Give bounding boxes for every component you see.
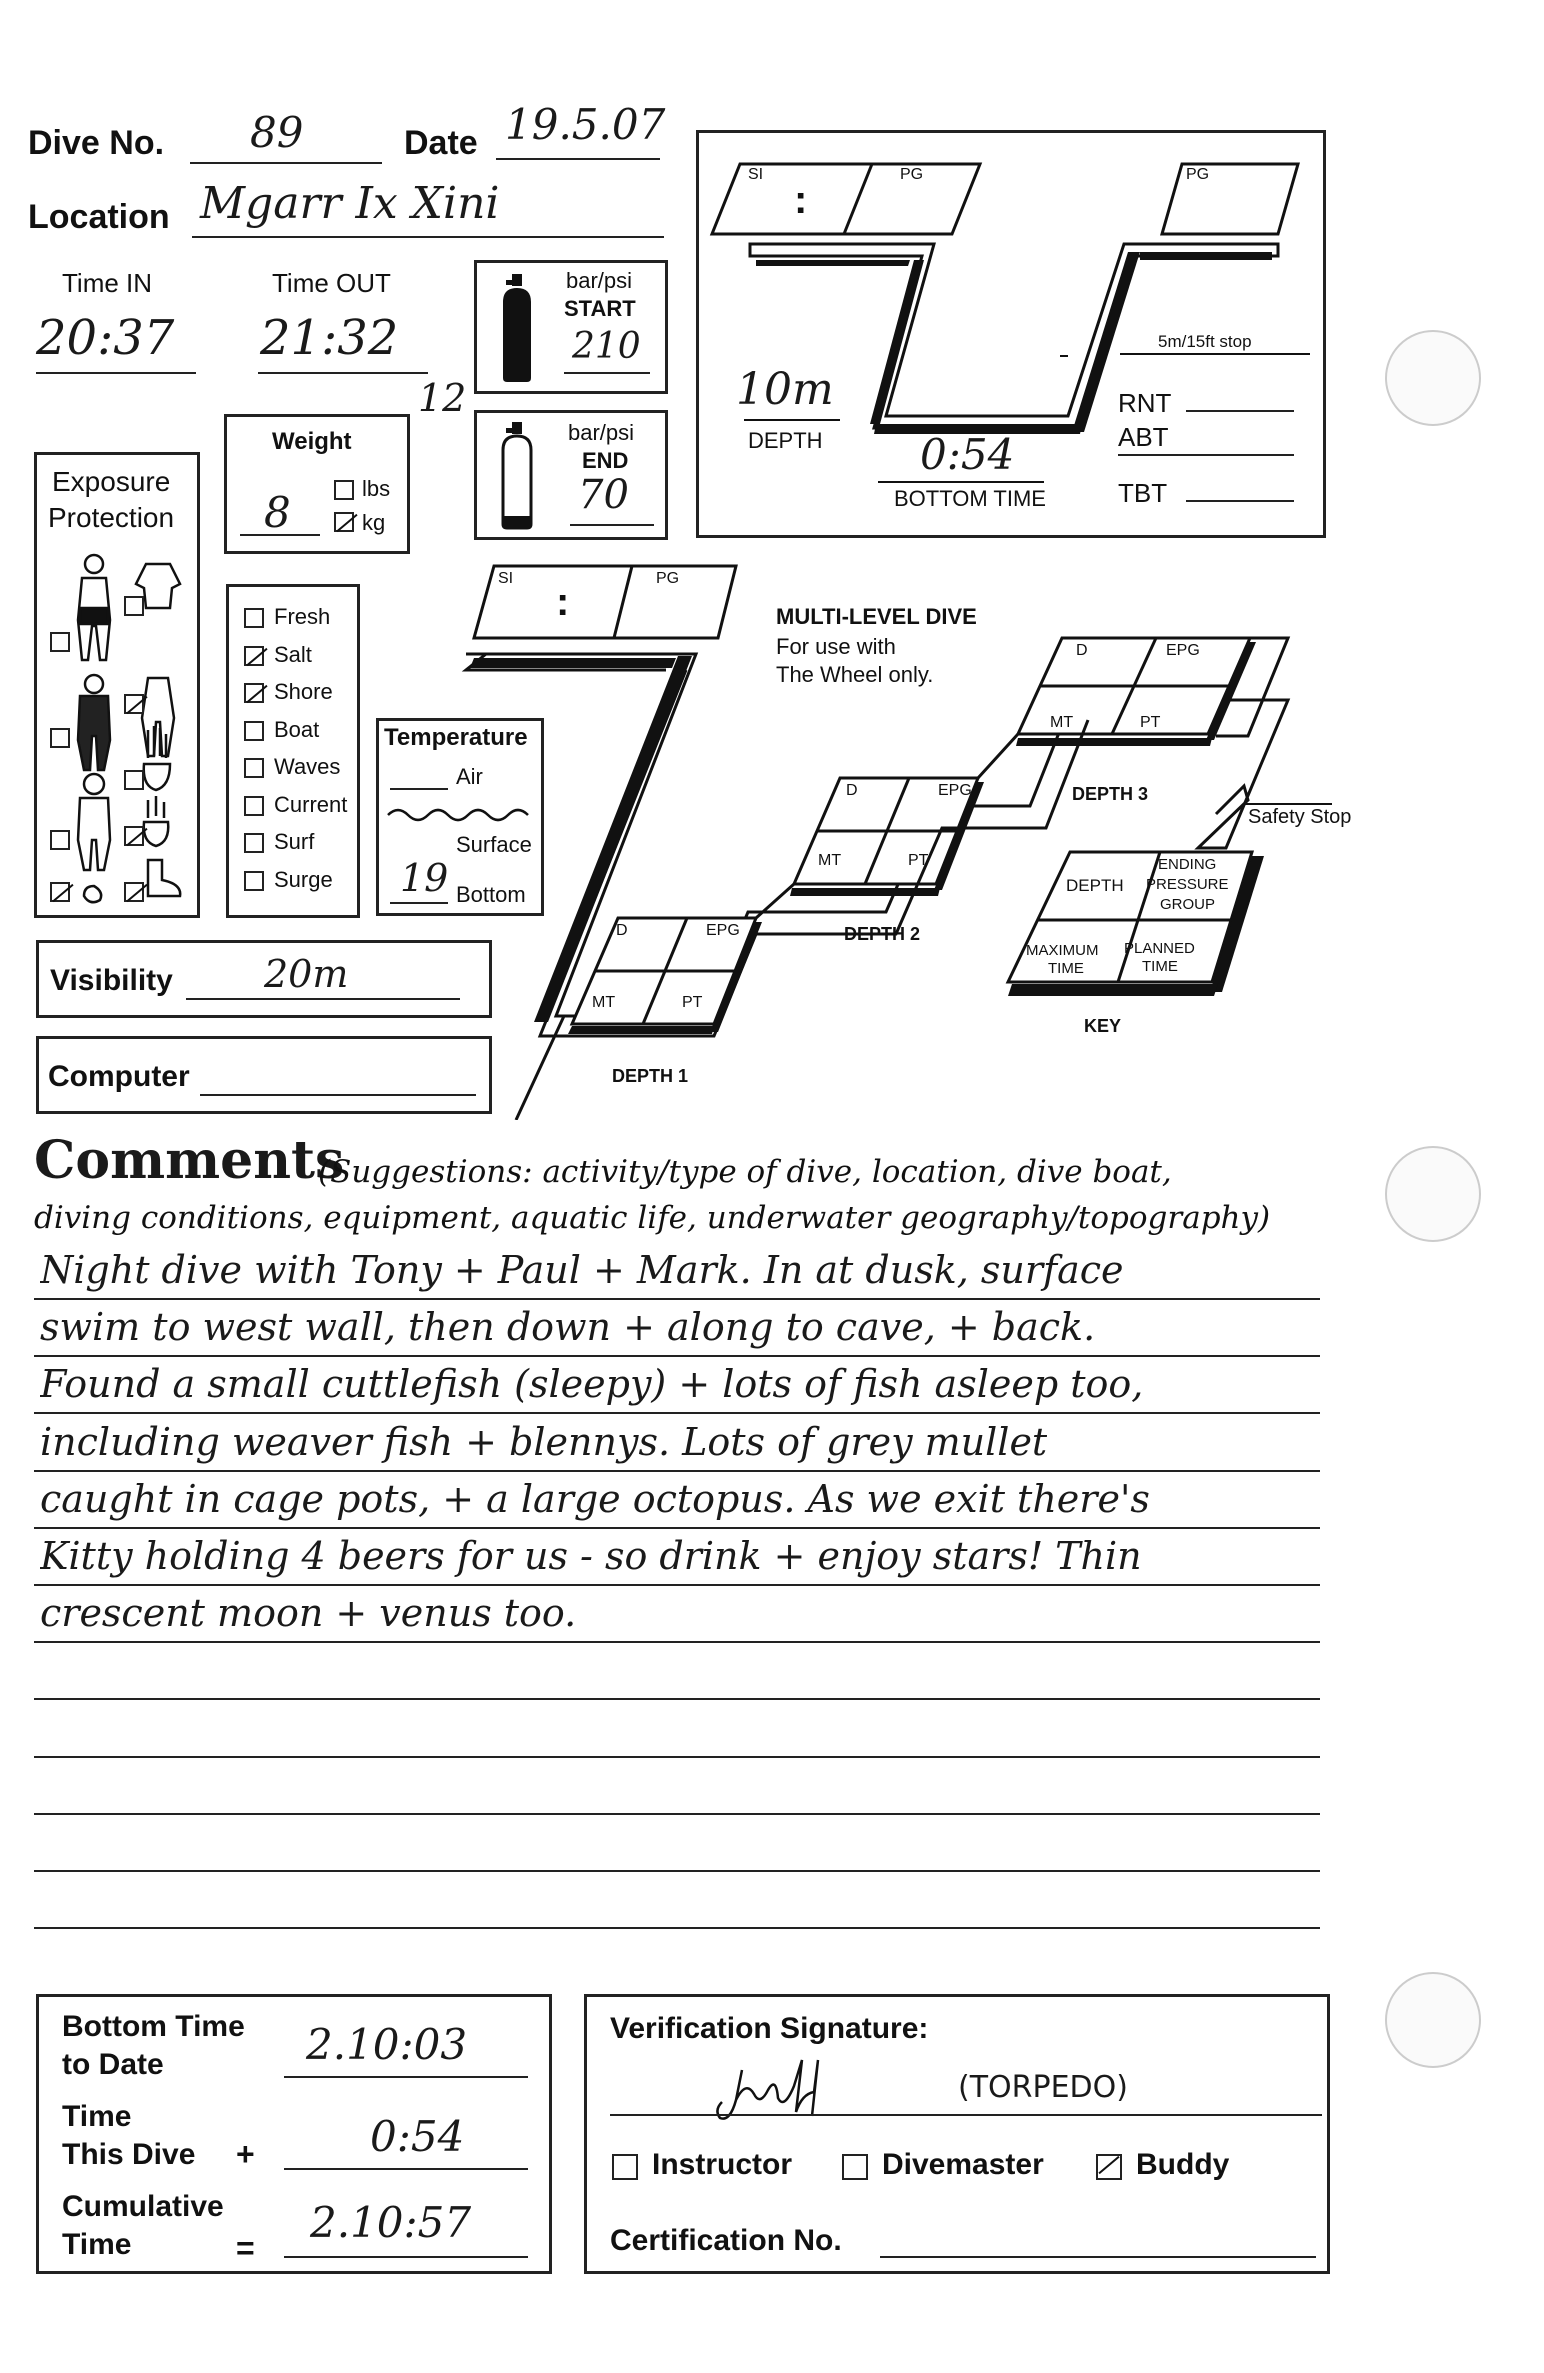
comments-heading: Comments bbox=[34, 1130, 345, 1191]
key-label: KEY bbox=[1084, 1016, 1122, 1036]
tank-start-value[interactable]: 210 bbox=[572, 326, 641, 367]
bottom-temp-value[interactable]: 19 bbox=[400, 856, 449, 900]
environment-label-current: Current bbox=[274, 791, 348, 817]
exposure-cb-10[interactable] bbox=[124, 882, 144, 902]
bottom-to-date-label-1: Bottom Time bbox=[62, 2010, 245, 2043]
rnt-label: RNT bbox=[1118, 388, 1172, 418]
profile-si-label: SI bbox=[748, 166, 764, 183]
comment-rule bbox=[34, 1641, 1320, 1643]
d3-mt-label: MT bbox=[1050, 714, 1074, 731]
verification-label: Verification Signature: bbox=[610, 2012, 929, 2045]
exposure-cb-4[interactable] bbox=[124, 694, 144, 714]
comment-line[interactable]: crescent moon + venus too. bbox=[40, 1591, 577, 1636]
exposure-cb-7[interactable] bbox=[50, 830, 70, 850]
rnt-line bbox=[1186, 410, 1294, 412]
tank-side-note: 12 bbox=[418, 376, 467, 420]
cert-line bbox=[880, 2256, 1316, 2258]
d3-d-label: D bbox=[1076, 642, 1088, 659]
comment-rule bbox=[34, 1927, 1320, 1929]
environment-label-fresh: Fresh bbox=[274, 604, 331, 629]
comment-rule bbox=[34, 1813, 1320, 1815]
air-line bbox=[390, 788, 448, 790]
environment-checkbox-shore[interactable] bbox=[244, 683, 264, 703]
date-line bbox=[496, 158, 660, 160]
bottom-temp-line bbox=[390, 902, 448, 904]
comments-suggestion-2: diving conditions, equipment, aquatic life, underwater geography/topography) bbox=[34, 1200, 1271, 1236]
comment-line[interactable]: Night dive with Tony + Paul + Mark. In at dusk, surface bbox=[40, 1248, 1124, 1292]
computer-line bbox=[200, 1094, 476, 1096]
time-out-value[interactable]: 21:32 bbox=[260, 310, 399, 366]
profile-pg-label-1: PG bbox=[900, 166, 924, 183]
comment-rule bbox=[34, 1870, 1320, 1872]
depth2-label: DEPTH 2 bbox=[844, 924, 921, 944]
tank-full-icon bbox=[498, 272, 538, 384]
binder-hole-3 bbox=[1385, 1972, 1481, 2068]
profile-bottom-time-value[interactable]: 0:54 bbox=[920, 430, 1015, 479]
tbt-line bbox=[1186, 500, 1294, 502]
time-out-label: Time OUT bbox=[272, 268, 391, 298]
multilevel-diagram bbox=[456, 560, 1356, 1120]
comment-rule bbox=[34, 1584, 1320, 1586]
this-dive-label-1: Time bbox=[62, 2100, 132, 2133]
divemaster-label: Divemaster bbox=[882, 2148, 1044, 2181]
exposure-cb-3[interactable] bbox=[50, 728, 70, 748]
tank-end-line bbox=[570, 524, 654, 526]
profile-pg-label-2: PG bbox=[1186, 166, 1210, 183]
bottom-to-date-line bbox=[284, 2076, 528, 2078]
environment-checkbox-surge[interactable] bbox=[244, 871, 264, 891]
plus-sign: + bbox=[236, 2136, 255, 2172]
multilevel-title: MULTI-LEVEL DIVE bbox=[776, 604, 977, 629]
tank-end-label: END bbox=[582, 448, 629, 473]
weight-line bbox=[240, 534, 320, 536]
tank-empty-icon bbox=[498, 420, 538, 532]
exposure-cb-5[interactable] bbox=[124, 770, 144, 790]
d1-d-label: D bbox=[616, 922, 628, 939]
comment-rule bbox=[34, 1756, 1320, 1758]
d2-mt-label: MT bbox=[818, 852, 842, 869]
key-epg-label-2: PRESSURE bbox=[1146, 876, 1229, 893]
visibility-value[interactable]: 20m bbox=[264, 952, 349, 996]
tank-end-unit: bar/psi bbox=[568, 420, 635, 445]
depth3-label: DEPTH 3 bbox=[1072, 784, 1149, 804]
cert-label: Certification No. bbox=[610, 2224, 842, 2257]
this-dive-label-2: This Dive bbox=[62, 2138, 196, 2171]
tank-start-line bbox=[564, 372, 650, 374]
abt-line bbox=[1118, 454, 1294, 456]
ml-colon: : bbox=[556, 580, 570, 624]
signature-line bbox=[610, 2114, 1322, 2116]
instructor-label: Instructor bbox=[652, 2148, 793, 2181]
profile-depth-value[interactable]: 10m bbox=[736, 364, 834, 415]
weight-lbs-label: lbs bbox=[362, 476, 391, 501]
air-label: Air bbox=[456, 764, 483, 789]
location-label: Location bbox=[28, 198, 170, 236]
environment-label-surf: Surf bbox=[274, 829, 315, 854]
weight-kg-checkbox[interactable] bbox=[334, 512, 354, 532]
comment-rule bbox=[34, 1355, 1320, 1357]
comment-rule bbox=[34, 1298, 1320, 1300]
d1-mt-label: MT bbox=[592, 994, 616, 1011]
profile-bottom-time-label: BOTTOM TIME bbox=[894, 486, 1046, 511]
this-dive-value[interactable]: 0:54 bbox=[370, 2112, 465, 2161]
temperature-label: Temperature bbox=[384, 724, 528, 751]
buddy-label: Buddy bbox=[1136, 2148, 1230, 2181]
comment-rule bbox=[34, 1527, 1320, 1529]
visibility-label: Visibility bbox=[50, 964, 173, 997]
comment-line[interactable]: including weaver fish + blennys. Lots of grey mullet bbox=[40, 1419, 1048, 1464]
cumulative-label-1: Cumulative bbox=[62, 2190, 224, 2223]
comment-rule bbox=[34, 1698, 1320, 1700]
equals-sign: = bbox=[236, 2230, 255, 2266]
comment-line[interactable]: swim to west wall, then down + along to cave, + back. bbox=[40, 1305, 1096, 1350]
signature-image bbox=[706, 2050, 906, 2130]
exposure-label-1: Exposure bbox=[52, 466, 171, 497]
safety-stop-label: Safety Stop bbox=[1248, 806, 1352, 828]
tank-start-label: START bbox=[564, 296, 636, 321]
exposure-cb-8[interactable] bbox=[124, 826, 144, 846]
location-line bbox=[192, 236, 664, 238]
binder-hole-2 bbox=[1385, 1146, 1481, 1242]
key-mt-label-2: TIME bbox=[1048, 960, 1084, 977]
d1-pt-label: PT bbox=[682, 994, 703, 1011]
key-epg-label-3: GROUP bbox=[1160, 896, 1216, 913]
key-pt-label-1: PLANNED bbox=[1124, 940, 1195, 957]
environment-checkbox-current[interactable] bbox=[244, 796, 264, 816]
environment-label-salt: Salt bbox=[274, 641, 312, 667]
exposure-label-2: Protection bbox=[48, 502, 175, 533]
date-value[interactable]: 19.5.07 bbox=[505, 100, 666, 149]
environment-checkbox-salt[interactable] bbox=[244, 646, 264, 666]
key-pt-label-2: TIME bbox=[1142, 958, 1178, 975]
environment-checkbox-surf[interactable] bbox=[244, 833, 264, 853]
weight-lbs-checkbox[interactable] bbox=[334, 480, 354, 500]
multilevel-sub1: For use with bbox=[776, 634, 896, 659]
comment-rule bbox=[34, 1412, 1320, 1414]
d1-epg-label: EPG bbox=[706, 922, 740, 939]
bottom-to-date-value[interactable]: 2.10:03 bbox=[306, 2020, 468, 2069]
profile-depth-label: DEPTH bbox=[748, 428, 823, 453]
exposure-cb-1[interactable] bbox=[50, 632, 70, 652]
d2-pt-label: PT bbox=[908, 852, 929, 869]
environment-label-shore: Shore bbox=[274, 679, 333, 704]
abt-label: ABT bbox=[1118, 422, 1169, 452]
profile-colon: : bbox=[794, 178, 808, 222]
environment-checkbox-fresh[interactable] bbox=[244, 608, 264, 628]
comment-line[interactable]: Found a small cuttlefish (sleepy) + lots of fish asleep too, bbox=[40, 1362, 1144, 1407]
d3-pt-label: PT bbox=[1140, 714, 1161, 731]
weight-kg-label: kg bbox=[362, 510, 386, 535]
cumulative-line bbox=[284, 2256, 528, 2258]
comments-suggestion-1: (Suggestions: activity/type of dive, location, dive boat, bbox=[318, 1154, 1172, 1190]
time-in-label: Time IN bbox=[62, 268, 153, 298]
time-in-value[interactable]: 20:37 bbox=[36, 310, 175, 366]
ml-si-label: SI bbox=[498, 570, 514, 587]
computer-label: Computer bbox=[48, 1060, 190, 1093]
weight-value[interactable]: 8 bbox=[264, 488, 291, 537]
depth1-label: DEPTH 1 bbox=[612, 1066, 689, 1086]
date-label: Date bbox=[404, 124, 478, 162]
bottom-label: Bottom bbox=[456, 882, 526, 907]
comment-line[interactable]: Kitty holding 4 beers for us - so drink + enjoy stars! Thin bbox=[40, 1534, 1142, 1578]
environment-label-boat: Boat bbox=[274, 716, 320, 742]
comment-line[interactable]: caught in cage pots, + a large octopus. As we exit there's bbox=[40, 1476, 1150, 1521]
d2-epg-label: EPG bbox=[938, 782, 972, 799]
ml-pg-label: PG bbox=[656, 570, 680, 587]
time-out-line bbox=[258, 372, 428, 374]
d3-epg-label: EPG bbox=[1166, 642, 1200, 659]
tbt-label: TBT bbox=[1118, 478, 1168, 508]
bottom-to-date-label-2: to Date bbox=[62, 2048, 164, 2081]
surface-label: Surface bbox=[456, 832, 532, 857]
environment-label-waves: Waves bbox=[274, 754, 341, 779]
key-epg-label-1: ENDING bbox=[1158, 856, 1217, 873]
instructor-checkbox[interactable] bbox=[612, 2154, 638, 2180]
exposure-cb-2[interactable] bbox=[124, 596, 144, 616]
dive-no-line bbox=[190, 162, 382, 164]
buddy-checkbox[interactable] bbox=[1096, 2154, 1122, 2180]
visibility-line bbox=[186, 998, 460, 1000]
binder-hole-1 bbox=[1385, 330, 1481, 426]
environment-checkbox-boat[interactable] bbox=[244, 721, 264, 741]
location-value[interactable]: Mgarr Ix Xini bbox=[200, 178, 500, 229]
tank-end-value[interactable]: 70 bbox=[578, 472, 629, 518]
weight-label: Weight bbox=[272, 428, 352, 455]
key-mt-label-1: MAXIMUM bbox=[1026, 942, 1099, 959]
dive-no-value[interactable]: 89 bbox=[250, 108, 304, 157]
exposure-cb-9[interactable] bbox=[50, 882, 70, 902]
environment-label-surge: Surge bbox=[274, 866, 333, 892]
tank-start-unit: bar/psi bbox=[566, 268, 633, 293]
this-dive-line bbox=[284, 2168, 528, 2170]
dive-no-label: Dive No. bbox=[28, 124, 165, 162]
signature-note: (TORPEDO) bbox=[958, 2070, 1128, 2105]
profile-stop-label: 5m/15ft stop bbox=[1158, 332, 1252, 351]
time-in-line bbox=[36, 372, 196, 374]
key-depth-label: DEPTH bbox=[1066, 876, 1124, 895]
divemaster-checkbox[interactable] bbox=[842, 2154, 868, 2180]
environment-checkbox-waves[interactable] bbox=[244, 758, 264, 778]
multilevel-sub2: The Wheel only. bbox=[776, 662, 934, 687]
cumulative-label-2: Time bbox=[62, 2228, 132, 2261]
d2-d-label: D bbox=[846, 782, 858, 799]
cumulative-value[interactable]: 2.10:57 bbox=[310, 2198, 472, 2247]
comment-rule bbox=[34, 1470, 1320, 1472]
